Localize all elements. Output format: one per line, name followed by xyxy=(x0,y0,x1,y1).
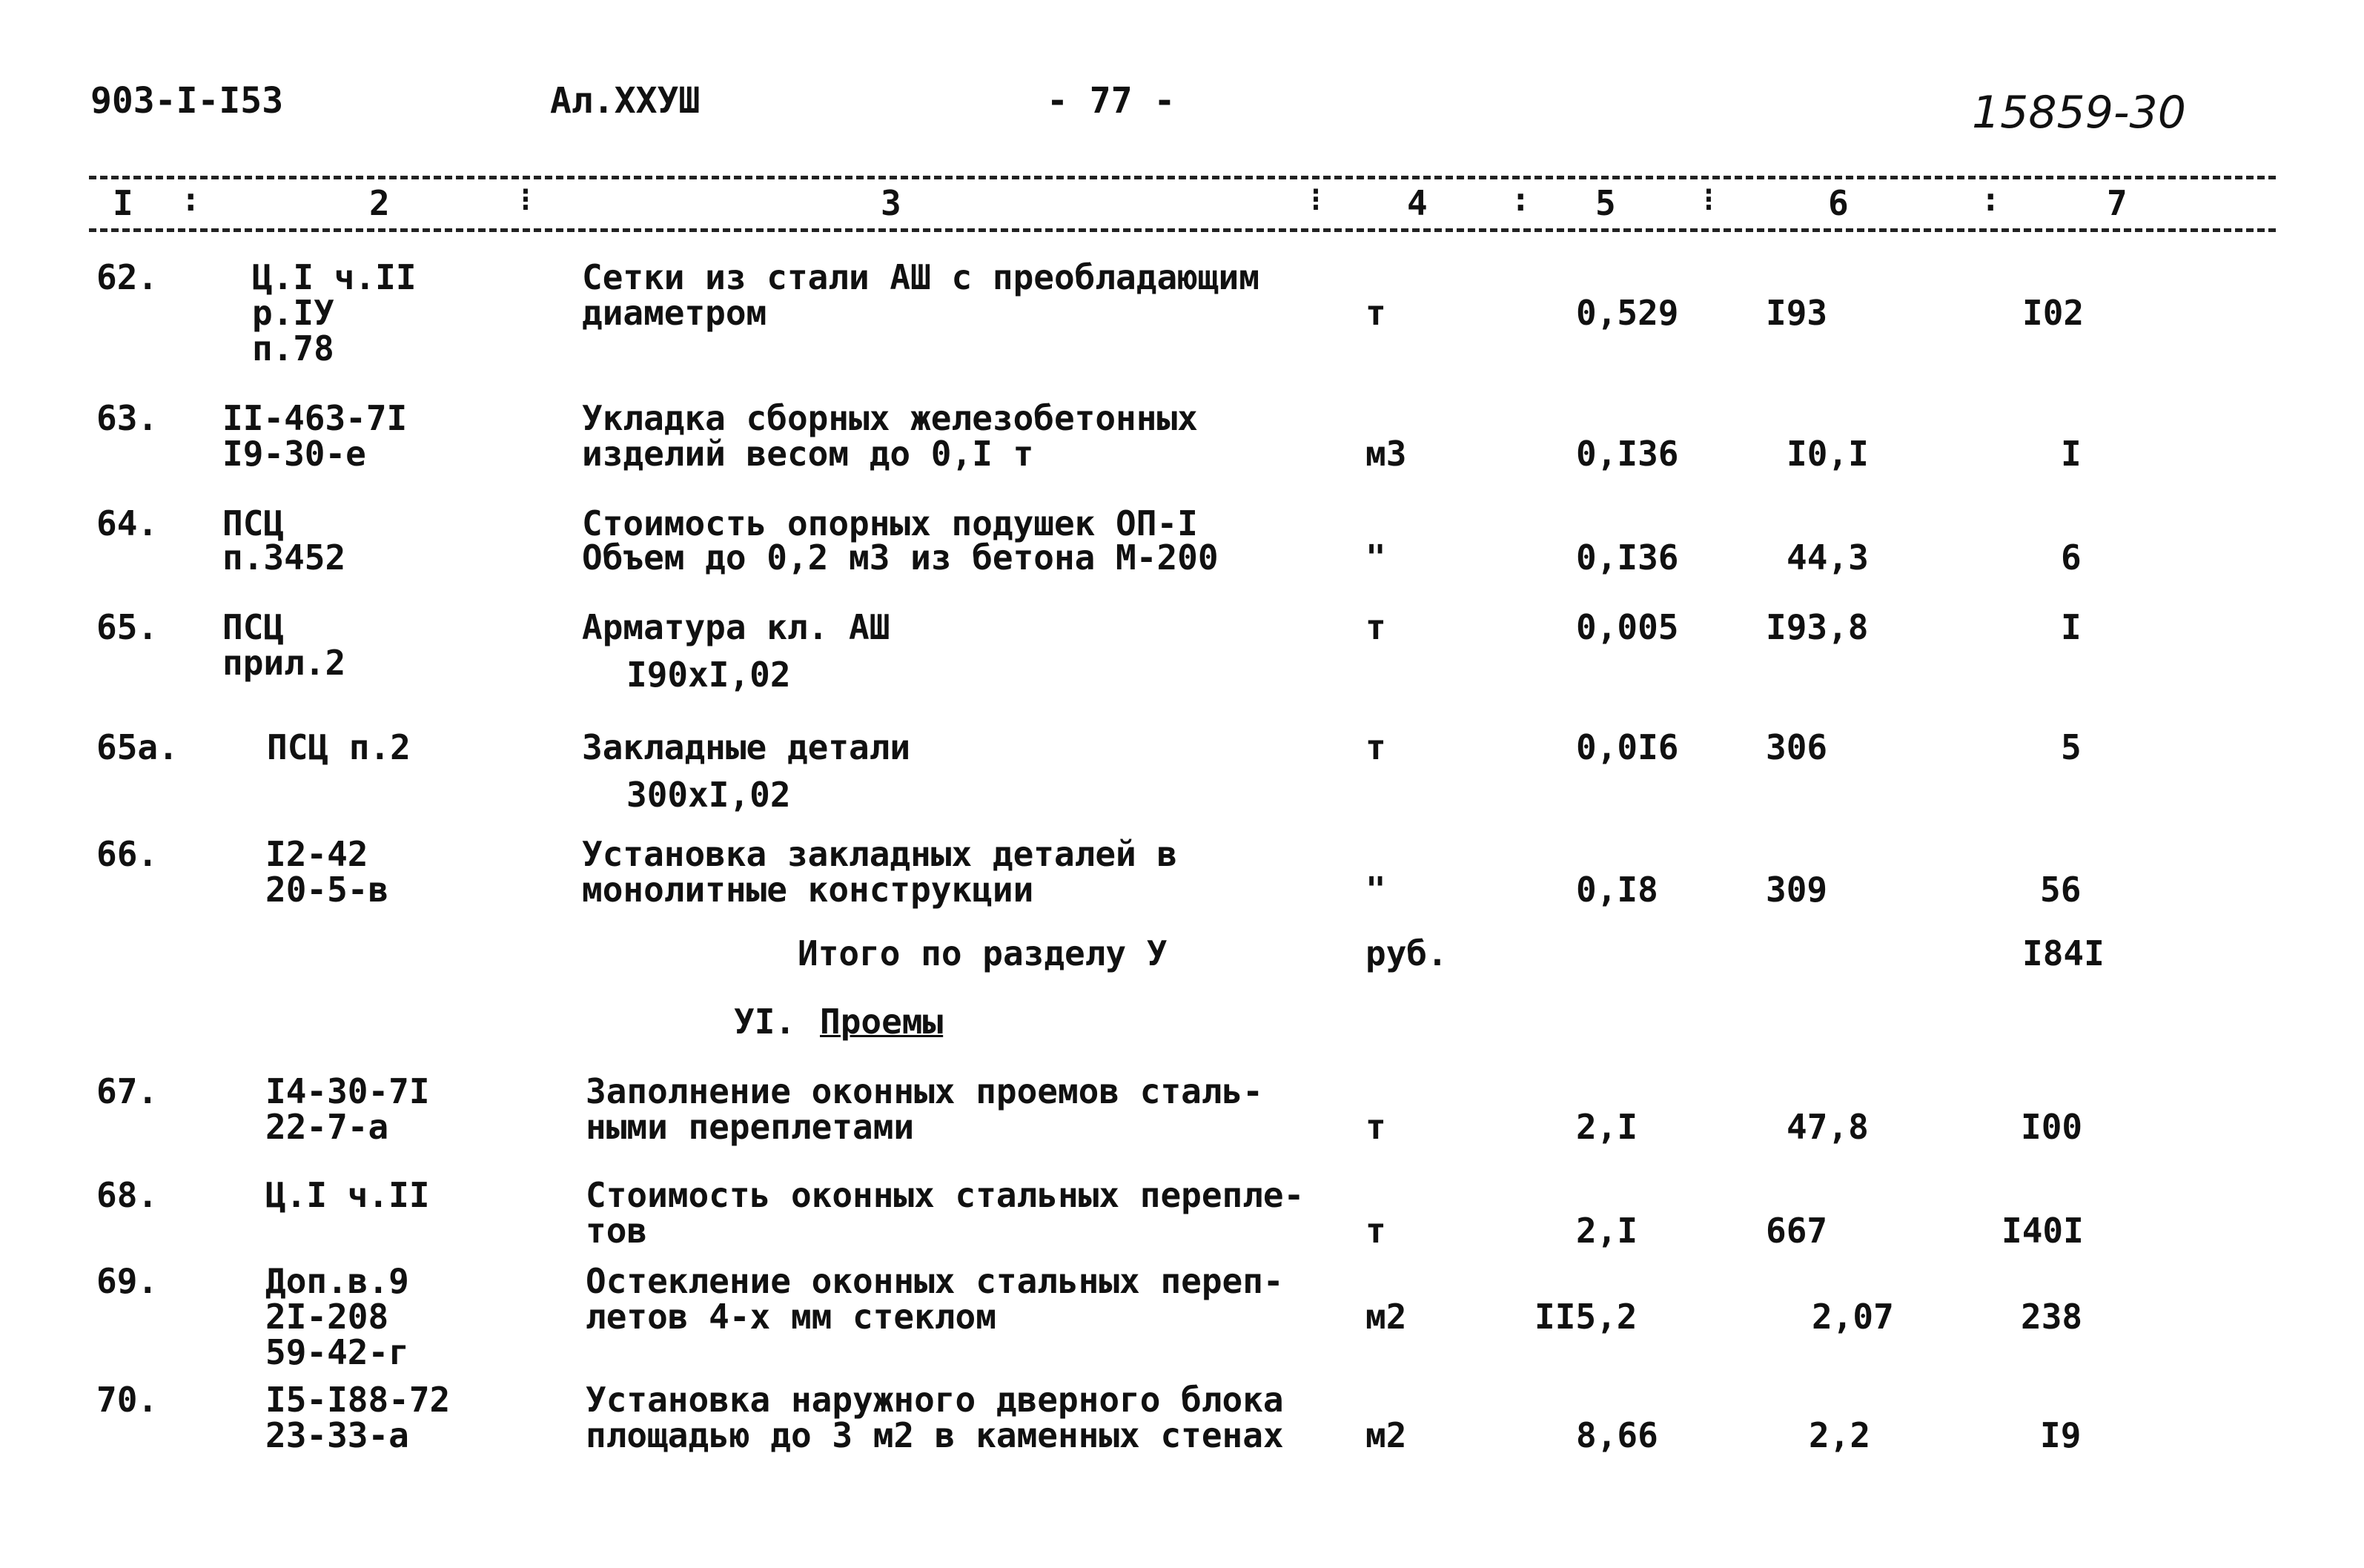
row-description: ными переплетами xyxy=(586,1107,915,1147)
col-separator: ⁝ xyxy=(1311,181,1321,219)
col-header-6: 6 xyxy=(1828,183,1849,223)
row-unit-price: 47,8 xyxy=(1787,1107,1869,1147)
row-description: диаметром xyxy=(582,293,767,333)
row-number: 65а. xyxy=(96,727,179,767)
row-quantity: 0,005 xyxy=(1576,607,1679,647)
row-description: тов xyxy=(586,1211,648,1251)
inventory-stamp: 15859-30 xyxy=(1972,87,2186,139)
row-description: Заполнение оконных проемов сталь- xyxy=(586,1071,1263,1111)
row-reference: 22-7-а xyxy=(265,1107,389,1147)
row-total: 5 xyxy=(2061,727,2082,767)
row-total: 6 xyxy=(2061,537,2082,578)
row-reference: п.3452 xyxy=(222,537,346,578)
col-separator: ⁝ xyxy=(520,181,531,219)
row-number: 68. xyxy=(96,1175,159,1215)
row-reference: I5-I88-72 xyxy=(265,1380,451,1420)
row-quantity: 0,I8 xyxy=(1576,870,1658,910)
row-description: летов 4-х мм стеклом xyxy=(586,1297,996,1337)
row-reference: Доп.в.9 xyxy=(265,1261,409,1301)
row-reference: 59-42-г xyxy=(265,1332,409,1372)
row-description: монолитные конструкции xyxy=(582,870,1034,910)
row-unit: т xyxy=(1365,727,1386,767)
row-description: Закладные детали xyxy=(582,727,911,767)
col-separator: ⁝ xyxy=(1704,181,1714,219)
header-top-rule xyxy=(89,176,2276,179)
row-quantity: 2,I xyxy=(1576,1107,1638,1147)
row-total: 238 xyxy=(2021,1297,2083,1337)
row-description: Арматура кл. АШ xyxy=(582,607,890,647)
row-reference: 2I-208 xyxy=(265,1297,389,1337)
row-number: 69. xyxy=(96,1261,159,1301)
row-number: 70. xyxy=(96,1380,159,1420)
row-unit: т xyxy=(1365,607,1386,647)
row-unit: м3 xyxy=(1365,434,1407,474)
row-reference: II-463-7I xyxy=(222,398,408,438)
row-unit: м2 xyxy=(1365,1297,1407,1337)
album-number: Ал.XXУШ xyxy=(550,80,701,122)
col-separator: : xyxy=(181,181,201,219)
row-total: I40I xyxy=(2002,1211,2084,1251)
row-number: 67. xyxy=(96,1071,159,1111)
col-separator: : xyxy=(1511,181,1531,219)
row-description: Установка закладных деталей в xyxy=(582,834,1178,874)
row-unit-price: 2,2 xyxy=(1809,1415,1871,1455)
row-unit: т xyxy=(1365,1107,1386,1147)
row-unit: т xyxy=(1365,293,1386,333)
row-reference: ПСЦ xyxy=(222,503,285,543)
row-reference: ПСЦ xyxy=(222,607,285,647)
row-number: 66. xyxy=(96,834,159,874)
subtotal-label: Итого по разделу У xyxy=(798,933,1168,973)
row-reference: ПСЦ п.2 xyxy=(267,727,411,767)
row-reference: 20-5-в xyxy=(265,870,389,910)
col-header-5: 5 xyxy=(1595,183,1616,223)
row-reference: 23-33-а xyxy=(265,1415,409,1455)
row-unit-price: I93 xyxy=(1766,293,1828,333)
row-unit-price: I0,I xyxy=(1787,434,1869,474)
row-description: Установка наружного дверного блока xyxy=(586,1380,1284,1420)
page-number: - 77 - xyxy=(1047,80,1176,122)
row-reference: I2-42 xyxy=(265,834,368,874)
row-unit: " xyxy=(1365,870,1386,910)
row-reference: п.78 xyxy=(252,328,334,368)
row-unit-price: I93,8 xyxy=(1766,607,1869,647)
row-quantity: II5,2 xyxy=(1534,1297,1638,1337)
row-total: I02 xyxy=(2022,293,2085,333)
row-reference: прил.2 xyxy=(222,643,346,683)
row-total: I xyxy=(2061,607,2082,647)
row-number: 63. xyxy=(96,398,159,438)
row-quantity: 0,0I6 xyxy=(1576,727,1679,767)
section-number: УI. xyxy=(734,1002,796,1042)
document-code: 903-I-I53 xyxy=(90,80,284,122)
row-description: Стоимость опорных подушек ОП-I xyxy=(582,503,1198,543)
row-number: 64. xyxy=(96,503,159,543)
row-unit-price: 306 xyxy=(1766,727,1828,767)
row-unit-price: 44,3 xyxy=(1787,537,1869,578)
row-quantity: 0,I36 xyxy=(1576,434,1679,474)
col-header-1: I xyxy=(113,183,133,223)
row-unit: т xyxy=(1365,1211,1386,1251)
row-description: 300xI,02 xyxy=(626,775,791,815)
col-header-4: 4 xyxy=(1407,183,1428,223)
row-unit-price: 309 xyxy=(1766,870,1828,910)
section-title: Проемы xyxy=(820,1002,944,1042)
row-reference: Ц.I ч.II xyxy=(265,1175,430,1215)
col-header-2: 2 xyxy=(369,183,390,223)
row-number: 65. xyxy=(96,607,159,647)
row-unit-price: 667 xyxy=(1766,1211,1828,1251)
row-description: Стоимость оконных стальных переплe- xyxy=(586,1175,1305,1215)
row-unit: м2 xyxy=(1365,1415,1407,1455)
subtotal-total: I84I xyxy=(2022,933,2105,973)
row-description: площадью до 3 м2 в каменных стенах xyxy=(586,1415,1284,1455)
row-reference: I4-30-7I xyxy=(265,1071,430,1111)
row-reference: Ц.I ч.II xyxy=(252,257,417,297)
row-reference: р.IУ xyxy=(252,293,334,333)
row-unit: " xyxy=(1365,537,1386,578)
col-separator: : xyxy=(1981,181,2001,219)
row-description: I90xI,02 xyxy=(626,655,791,695)
col-header-7: 7 xyxy=(2107,183,2128,223)
row-quantity: 8,66 xyxy=(1576,1415,1658,1455)
row-description: Объем до 0,2 м3 из бетона М-200 xyxy=(582,537,1219,578)
row-total: 56 xyxy=(2040,870,2082,910)
row-total: I xyxy=(2061,434,2082,474)
col-header-3: 3 xyxy=(881,183,901,223)
row-quantity: 0,I36 xyxy=(1576,537,1679,578)
subtotal-unit: руб. xyxy=(1365,933,1448,973)
row-unit-price: 2,07 xyxy=(1812,1297,1894,1337)
row-description: Укладка сборных железобетонных xyxy=(582,398,1198,438)
row-quantity: 2,I xyxy=(1576,1211,1638,1251)
header-bottom-rule xyxy=(89,228,2276,232)
row-quantity: 0,529 xyxy=(1576,293,1679,333)
row-description: Остекление оконных стальных переп- xyxy=(586,1261,1284,1301)
row-reference: I9-30-е xyxy=(222,434,366,474)
row-total: I00 xyxy=(2021,1107,2083,1147)
row-total: I9 xyxy=(2040,1415,2082,1455)
row-description: изделий весом до 0,I т xyxy=(582,434,1034,474)
row-number: 62. xyxy=(96,257,159,297)
row-description: Сетки из стали АШ с преобладающим xyxy=(582,257,1259,297)
